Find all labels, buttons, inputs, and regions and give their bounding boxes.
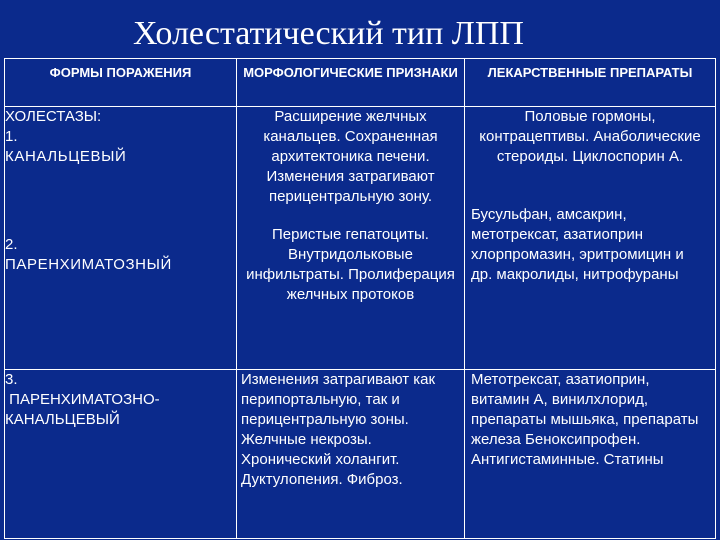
forms-line: КАНАЛЬЦЕВЫЙ <box>5 411 120 428</box>
forms-line: 3. <box>5 371 18 388</box>
forms-line: КАНАЛЬЦЕВЫЙ <box>5 148 127 165</box>
header-forms: ФОРМЫ ПОРАЖЕНИЯ <box>5 59 237 107</box>
table-row <box>5 107 716 370</box>
morphology-cell <box>237 370 465 539</box>
header-drugs: ЛЕКАРСТВЕННЫЕ ПРЕПАРАТЫ <box>465 59 716 107</box>
morphology-cell <box>237 107 465 370</box>
forms-line: 2. <box>5 236 18 253</box>
forms-cell <box>5 107 237 370</box>
morphology-text: Изменения затрагивают как перипортальную, так и перицентральную зоны. Желчные некрозы. Хронический холангит. Дуктулопения. Фиброз. <box>241 371 436 488</box>
forms-cell <box>5 370 237 539</box>
forms-line: ПАРЕНХИМАТОЗНЫЙ <box>5 256 172 273</box>
drugs-cell <box>465 107 716 370</box>
drugs-text: Половые гормоны, контрацептивы. Анаболические стероиды. Циклоспорин А. <box>479 108 701 165</box>
morphology-text: Расширение желчных канальцев. Сохраненная архитектоника печени. Изменения затрагивают перицентральную зону. <box>263 108 438 205</box>
forms-line: 1. <box>5 128 18 145</box>
forms-line: ПАРЕНХИМАТОЗНО- <box>5 391 160 408</box>
drug-liver-table <box>4 58 716 539</box>
table-row <box>5 370 716 539</box>
morphology-text: Перистые гепатоциты. Внутридольковые инфильтраты. Пролиферация желчных протоков <box>246 226 455 303</box>
header-row <box>5 59 716 107</box>
drugs-cell <box>465 370 716 539</box>
drugs-text: Метотрексат, азатиоприн, витамин А, винилхлорид, препараты мышьяка, препараты железа Беноксипрофен. Антигистаминные. Статины <box>471 371 699 468</box>
drugs-text: Бусульфан, амсакрин, метотрексат, азатиоприн хлорпромазин, эритромицин и др. макролиды, нитрофураны <box>471 206 684 283</box>
forms-line: ХОЛЕСТАЗЫ: <box>5 108 102 125</box>
header-morphology: МОРФОЛОГИЧЕСКИЕ ПРИЗНАКИ <box>237 59 465 107</box>
slide-title: Холестатический тип ЛПП <box>133 15 524 52</box>
